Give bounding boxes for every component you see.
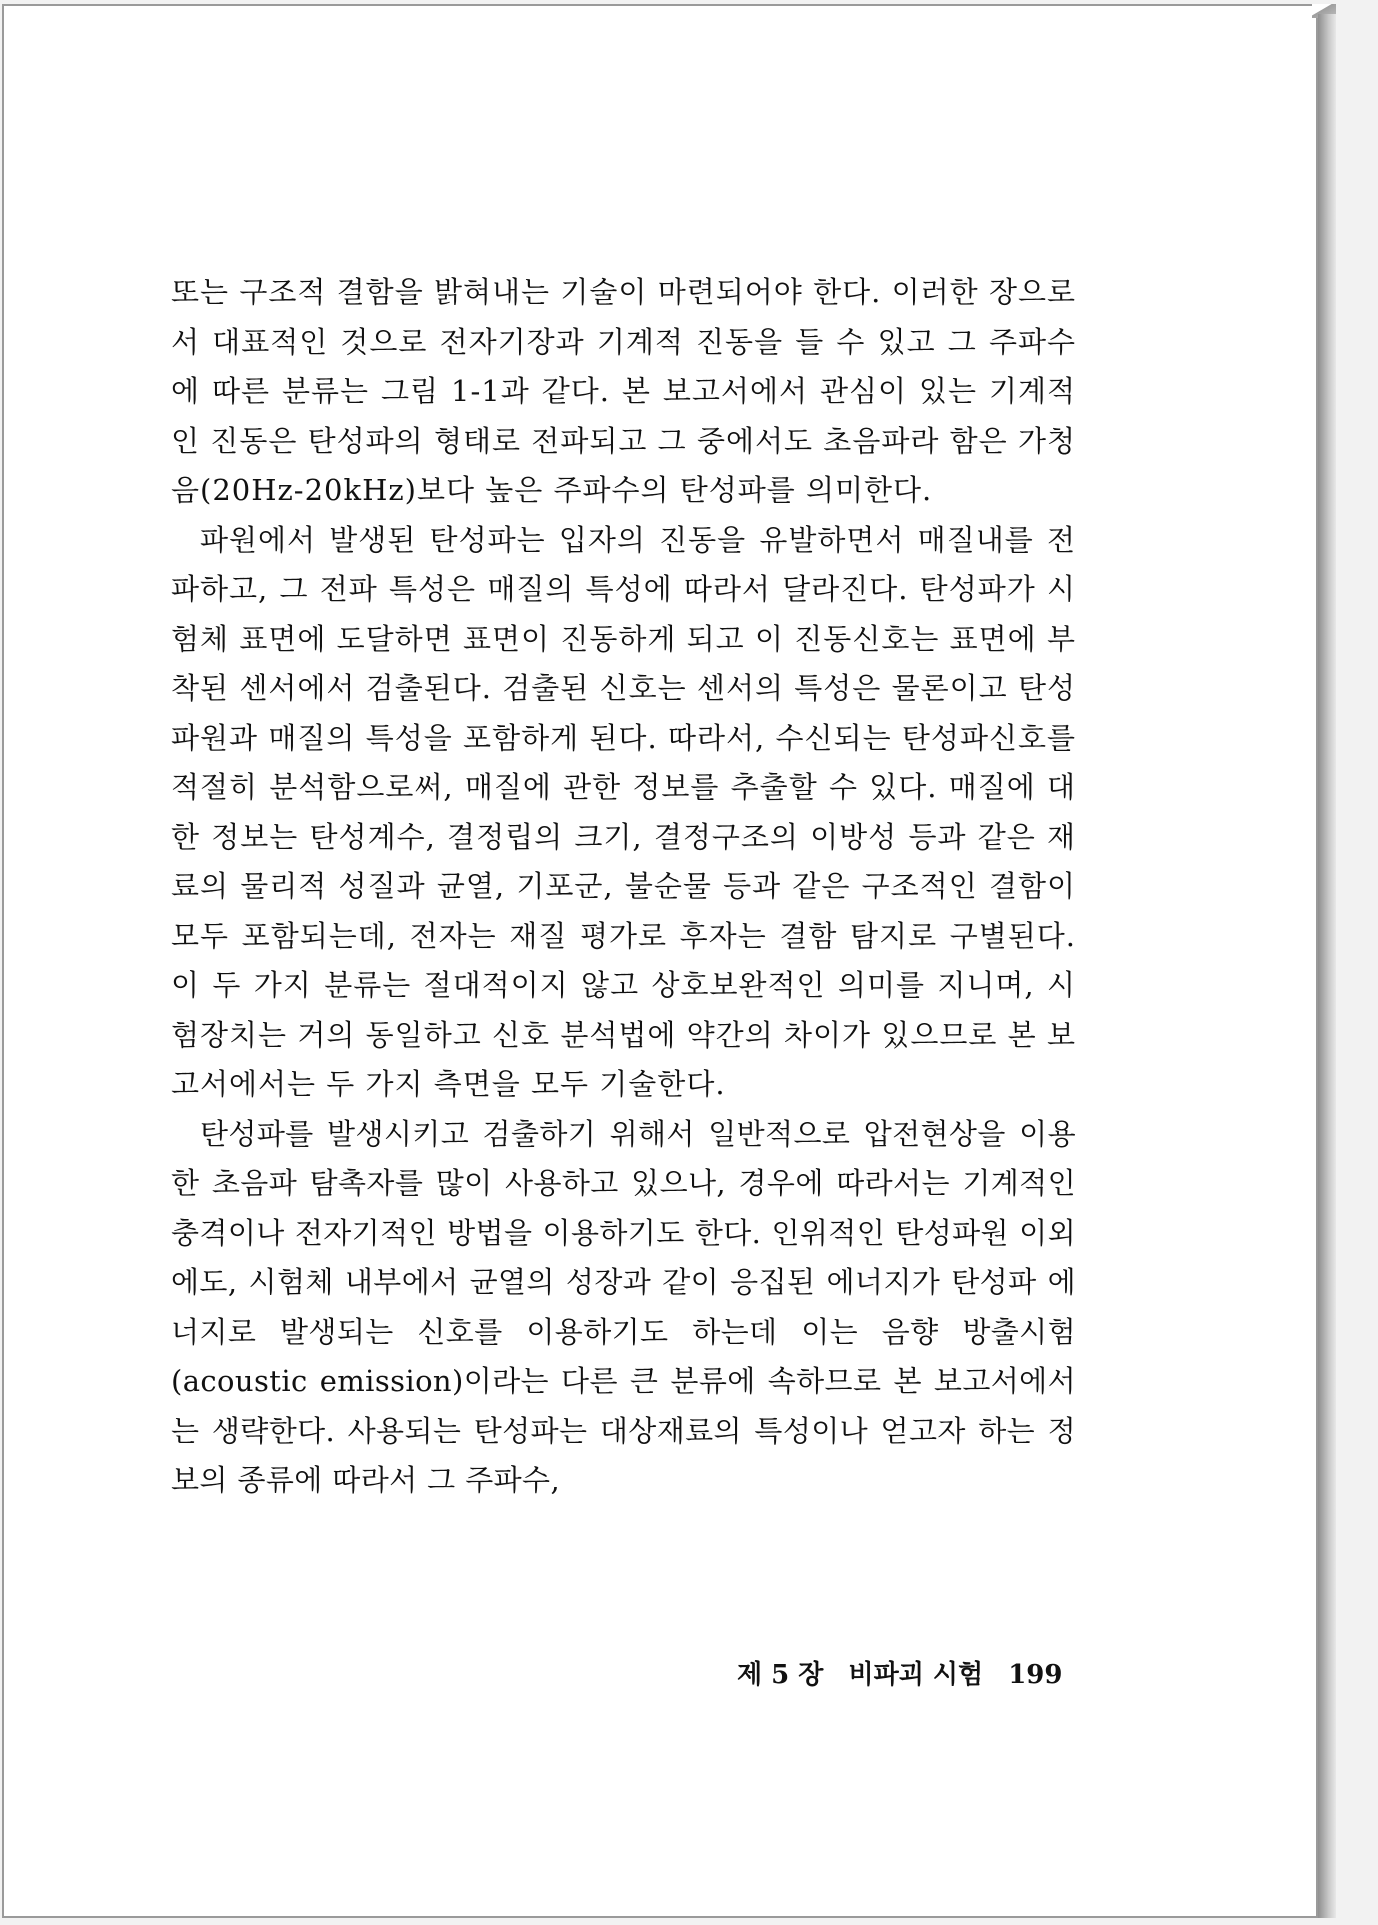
- chapter-label: 제 5 장: [737, 1660, 824, 1690]
- paragraph-3: 탄성파를 발생시키고 검출하기 위해서 일반적으로 압전현상을 이용한 초음파 탐촉자를 많이 사용하고 있으나, 경우에 따라서는 기계적인 충격이나 전자기적인 방법을 이용하기도 한다. 인위적인 탄성파원 이외에도, 시험체 내부에서 균열의 성장과 같이 응집된 에너지가 탄성파 에너지로 발생되는 신호를 이용하기도 하는데 이는 음향 방출시험(acoustic emission)이라는 다른 큰 분류에 속하므로 본 보고서에서는 생략한다. 사용되는 탄성파는 대상재료의 특성이나 얻고자 하는 정보의 종류에 따라서 그 주파수,: [171, 1116, 1076, 1497]
- document-page: [2, 4, 1318, 1918]
- page-number: 199: [1008, 1660, 1063, 1690]
- paragraph-2: 파원에서 발생된 탄성파는 입자의 진동을 유발하면서 매질내를 전파하고, 그 전파 특성은 매질의 특성에 따라서 달라진다. 탄성파가 시험체 표면에 도달하면 표면이 진동하게 되고 이 진동신호는 표면에 부착된 센서에서 검출된다. 검출된 신호는 센서의 특성은 물론이고 탄성파원과 매질의 특성을 포함하게 된다. 따라서, 수신되는 탄성파신호를 적절히 분석함으로써, 매질에 관한 정보를 추출할 수 있다. 매질에 대한 정보는 탄성계수, 결정립의 크기, 결정구조의 이방성 등과 같은 재료의 물리적 성질과 균열, 기포군, 불순물 등과 같은 구조적인 결함이 모두 포함되는데, 전자는 재질 평가로 후자는 결함 탐지로 구별된다. 이 두 가지 분류는 절대적이지 않고 상호보완적인 의미를 지니며, 시험장치는 거의 동일하고 신호 분석법에 약간의 차이가 있으므로 본 보고서에서는 두 가지 측면을 모두 기술한다.: [171, 522, 1076, 1101]
- chapter-title: 비파괴 시험: [848, 1660, 984, 1690]
- page-edge-shadow: [1318, 14, 1336, 1918]
- page-footer: [737, 1654, 1077, 1694]
- body-text: [171, 268, 1076, 1506]
- paragraph-1: 또는 구조적 결함을 밝혀내는 기술이 마련되어야 한다. 이러한 장으로서 대표적인 것으로 전자기장과 기계적 진동을 들 수 있고 그 주파수에 따른 분류는 그림 1-1과 같다. 본 보고서에서 관심이 있는 기계적인 진동은 탄성파의 형태로 전파되고 그 중에서도 초음파라 함은 가청음(20Hz-20kHz)보다 높은 주파수의 탄성파를 의미한다.: [171, 275, 1076, 507]
